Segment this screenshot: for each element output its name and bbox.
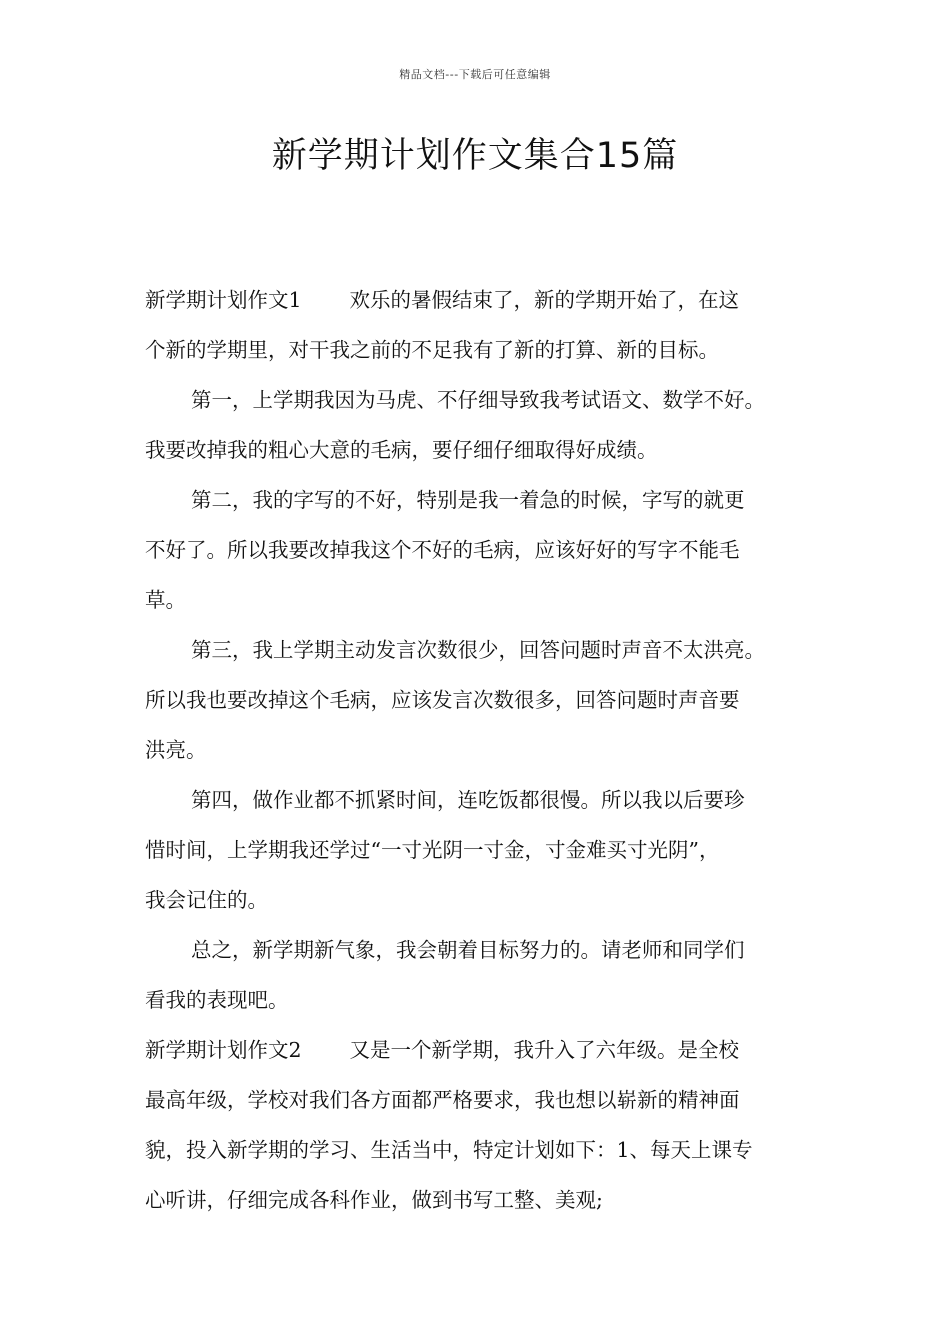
essay-1-line: 所以我也要改掉这个毛病，应该发言次数很多，回答问题时声音要 <box>145 688 740 712</box>
essay-1-line: 第一，上学期我因为马虎、不仔细导致我考试语文、数学不好。 <box>191 388 765 412</box>
essay-1-heading: 新学期计划作文1 <box>145 288 302 312</box>
essay-2-line: 貌，投入新学期的学习、生活当中，特定计划如下：1、每天上课专 <box>145 1138 753 1162</box>
essay-1-line: 第二，我的字写的不好，特别是我一着急的时候，字写的就更 <box>191 488 745 512</box>
essay-1-line: 第四，做作业都不抓紧时间，连吃饭都很慢。所以我以后要珍 <box>191 788 745 812</box>
essay-1-line: 我要改掉我的粗心大意的毛病，要仔细仔细取得好成绩。 <box>145 438 658 462</box>
essay-1-line: 看我的表现吧。 <box>145 988 289 1012</box>
essay-2-line: 又是一个新学期，我升入了六年级。是全校 <box>349 1038 740 1062</box>
essay-1-line: 总之，新学期新气象，我会朝着目标努力的。请老师和同学们 <box>191 938 745 962</box>
essay-2-line: 最高年级，学校对我们各方面都严格要求，我也想以崭新的精神面 <box>145 1088 740 1112</box>
essay-2-heading: 新学期计划作文2 <box>145 1038 302 1062</box>
essay-2-line: 心听讲，仔细完成各科作业，做到书写工整、美观; <box>145 1188 603 1212</box>
essay-1-line: 惜时间，上学期我还学过“一寸光阴一寸金，寸金难买寸光阴”， <box>145 838 720 862</box>
essay-2-first-line <box>145 1036 739 1064</box>
essay-1-line: 不好了。所以我要改掉我这个不好的毛病，应该好好的写字不能毛 <box>145 538 740 562</box>
essay-1-line: 我会记住的。 <box>145 888 268 912</box>
document-title: 新学期计划作文集合15篇 <box>271 136 679 176</box>
essay-1-line: 洪亮。 <box>145 738 207 762</box>
essay-1-line: 个新的学期里，对干我之前的不足我有了新的打算、新的目标。 <box>145 338 719 362</box>
essay-1-line: 第三，我上学期主动发言次数很少，回答问题时声音不太洪亮。 <box>191 638 765 662</box>
essay-1-first-line <box>145 286 739 314</box>
essay-1-line: 欢乐的暑假结束了，新的学期开始了，在这 <box>349 288 740 312</box>
essay-1-line: 草。 <box>145 588 186 612</box>
header-note: 精品文档---下载后可任意编辑 <box>399 68 551 81</box>
